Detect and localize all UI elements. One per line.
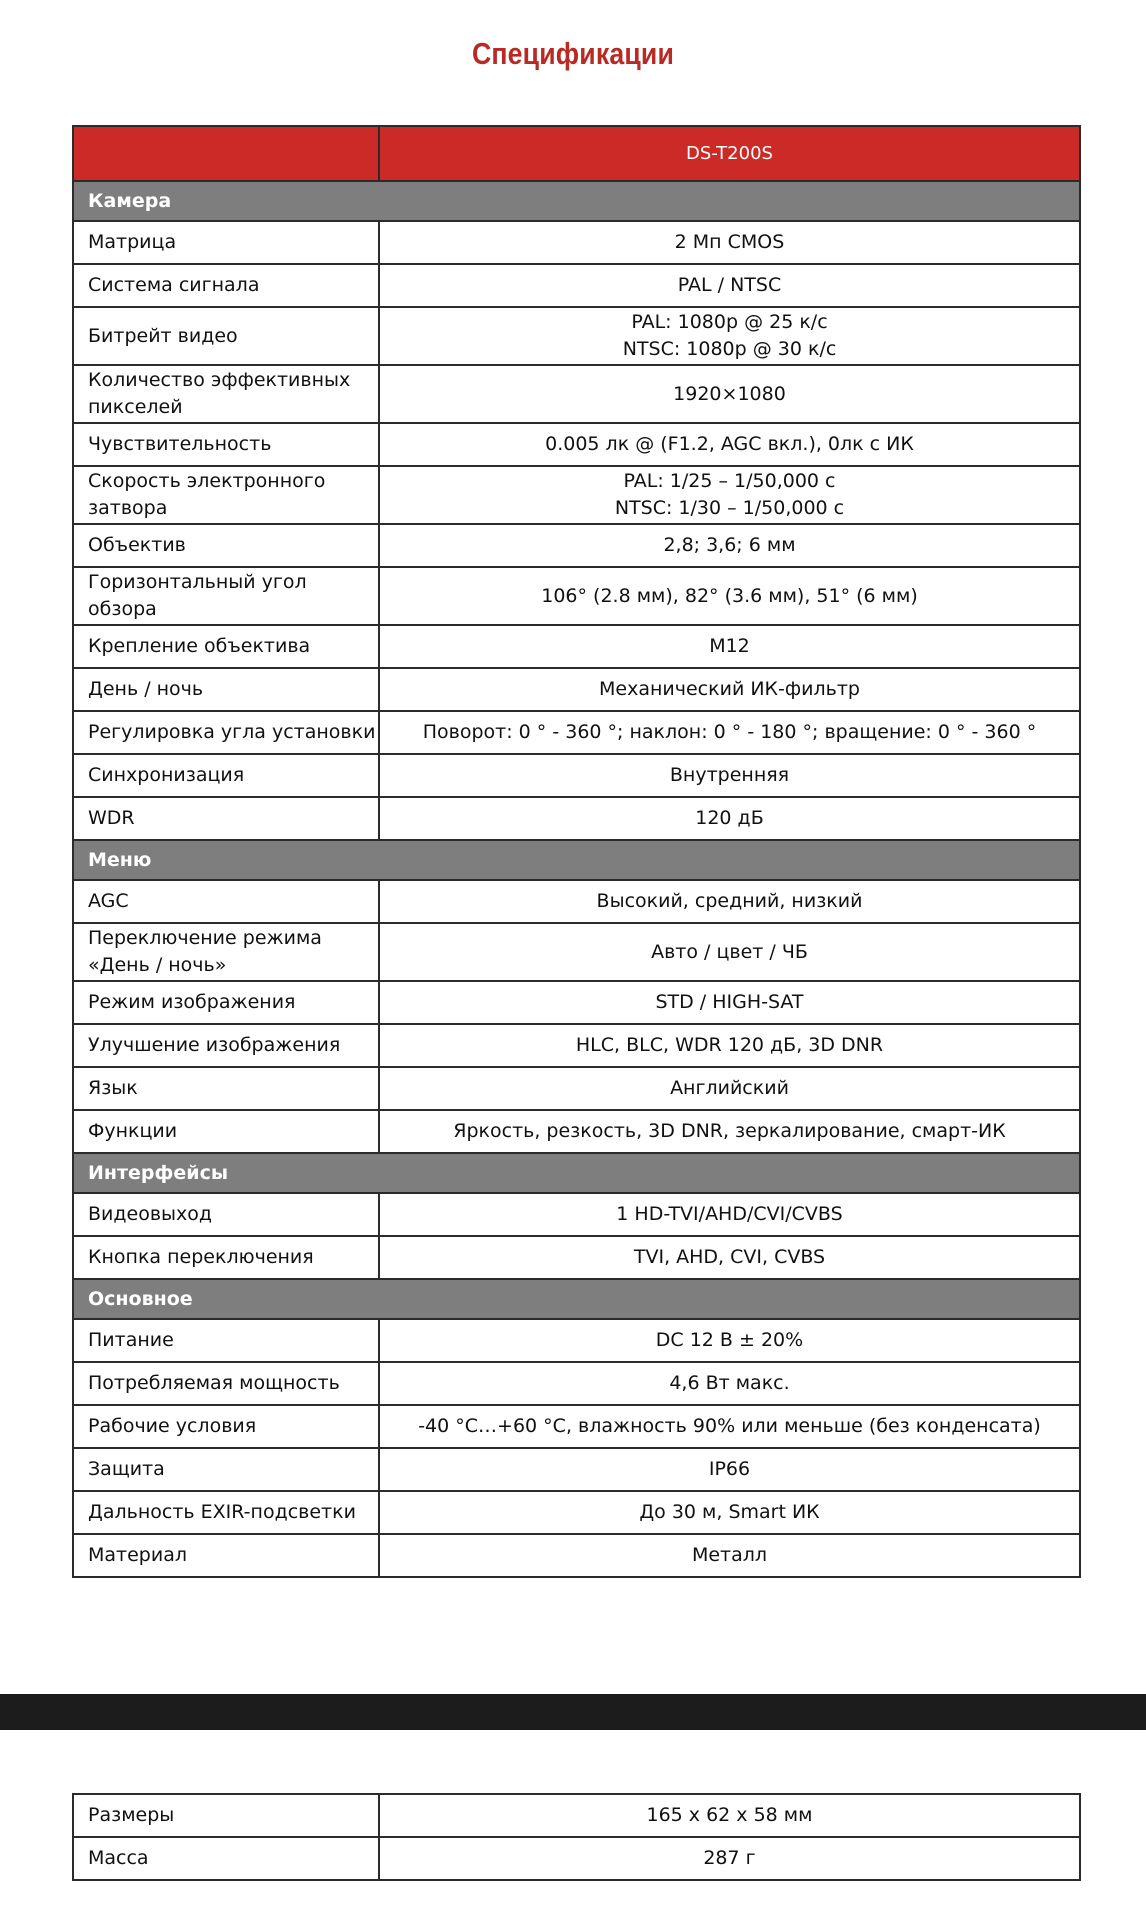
section-label: Интерфейсы (73, 1153, 379, 1193)
table-row (73, 1362, 1080, 1405)
table-row (73, 524, 1080, 567)
spec-value: Авто / цвет / ЧБ (379, 923, 1080, 981)
table-row (73, 1110, 1080, 1153)
table-row (73, 1405, 1080, 1448)
table-row (73, 1193, 1080, 1236)
spec-name: AGC (73, 880, 379, 923)
table-row (73, 625, 1080, 668)
spec-value: Металл (379, 1534, 1080, 1577)
table-row (73, 1448, 1080, 1491)
spec-name: Чувствительность (73, 423, 379, 466)
spec-name: Функции (73, 1110, 379, 1153)
table-row (73, 711, 1080, 754)
spec-value: DC 12 В ± 20% (379, 1319, 1080, 1362)
spec-name: Система сигнала (73, 264, 379, 307)
section-header-camera (73, 181, 1080, 221)
spec-value: Английский (379, 1067, 1080, 1110)
table-row (73, 466, 1080, 524)
spec-value: PAL / NTSC (379, 264, 1080, 307)
spec-value: STD / HIGH-SAT (379, 981, 1080, 1024)
spec-value: 2 Мп CMOS (379, 221, 1080, 264)
dark-band (0, 1694, 1146, 1730)
table-row (73, 923, 1080, 981)
spec-value: PAL: 1080p @ 25 к/с NTSC: 1080p @ 30 к/с (379, 307, 1080, 365)
spec-table (72, 125, 1081, 1578)
model-header-empty (73, 126, 379, 181)
spec-name: Питание (73, 1319, 379, 1362)
spec-value: Механический ИК-фильтр (379, 668, 1080, 711)
spec-value: Высокий, средний, низкий (379, 880, 1080, 923)
table-row (73, 1534, 1080, 1577)
section-label: Меню (73, 840, 379, 880)
spec-name: Матрица (73, 221, 379, 264)
table-row (73, 1236, 1080, 1279)
spec-name: Улучшение изображения (73, 1024, 379, 1067)
table-row (73, 797, 1080, 840)
spec-name: Крепление объектива (73, 625, 379, 668)
spec-value: -40 °C…+60 °C, влажность 90% или меньше (без конденсата) (379, 1405, 1080, 1448)
spec-name: Скорость электронного затвора (73, 466, 379, 524)
model-header-row (73, 126, 1080, 181)
section-label: Основное (73, 1279, 379, 1319)
table-row (73, 221, 1080, 264)
spec-name: Битрейт видео (73, 307, 379, 365)
table-row (73, 1794, 1080, 1837)
table-row (73, 567, 1080, 625)
spec-value: 0.005 лк @ (F1.2, AGC вкл.), 0лк с ИК (379, 423, 1080, 466)
spec-name: Регулировка угла установки (73, 711, 379, 754)
spec-name: Режим изображения (73, 981, 379, 1024)
table-row (73, 423, 1080, 466)
table-row (73, 754, 1080, 797)
spec-value: 165 x 62 x 58 мм (379, 1794, 1080, 1837)
spec-name: Объектив (73, 524, 379, 567)
model-name: DS-T200S (379, 126, 1080, 181)
table-row (73, 981, 1080, 1024)
spec-name: Защита (73, 1448, 379, 1491)
table-row (73, 1491, 1080, 1534)
spec-value: HLC, BLC, WDR 120 дБ, 3D DNR (379, 1024, 1080, 1067)
table-row (73, 1319, 1080, 1362)
spec-value: До 30 м, Smart ИК (379, 1491, 1080, 1534)
section-header-general (73, 1279, 1080, 1319)
spec-name: Рабочие условия (73, 1405, 379, 1448)
spec-value: PAL: 1/25 – 1/50,000 с NTSC: 1/30 – 1/50,000 с (379, 466, 1080, 524)
spec-value: IP66 (379, 1448, 1080, 1491)
spec-value: TVI, AHD, CVI, CVBS (379, 1236, 1080, 1279)
spec-name: Размеры (73, 1794, 379, 1837)
table-row (73, 365, 1080, 423)
extra-spec-table (72, 1793, 1081, 1881)
section-fill (379, 1279, 1080, 1319)
table-row (73, 1837, 1080, 1880)
section-fill (379, 1153, 1080, 1193)
spec-value: M12 (379, 625, 1080, 668)
spec-value: 4,6 Вт макс. (379, 1362, 1080, 1405)
spec-name: Язык (73, 1067, 379, 1110)
spec-name: Кнопка переключения (73, 1236, 379, 1279)
spec-name: Потребляемая мощность (73, 1362, 379, 1405)
spec-name: Горизонтальный угол обзора (73, 567, 379, 625)
section-header-interfaces (73, 1153, 1080, 1193)
spec-name: Масса (73, 1837, 379, 1880)
section-label: Камера (73, 181, 379, 221)
spec-value: Яркость, резкость, 3D DNR, зеркалирование, смарт-ИК (379, 1110, 1080, 1153)
spec-name: Дальность EXIR-подсветки (73, 1491, 379, 1534)
spec-name: WDR (73, 797, 379, 840)
table-row (73, 307, 1080, 365)
table-row (73, 264, 1080, 307)
spec-value: 120 дБ (379, 797, 1080, 840)
section-header-menu (73, 840, 1080, 880)
spec-name: Количество эффективных пикселей (73, 365, 379, 423)
spec-value: 106° (2.8 мм), 82° (3.6 мм), 51° (6 мм) (379, 567, 1080, 625)
spec-value: 1 HD-TVI/AHD/CVI/CVBS (379, 1193, 1080, 1236)
section-fill (379, 181, 1080, 221)
spec-value: Поворот: 0 ° - 360 °; наклон: 0 ° - 180 °; вращение: 0 ° - 360 ° (379, 711, 1080, 754)
spec-name: Переключение режима «День / ночь» (73, 923, 379, 981)
table-row (73, 1067, 1080, 1110)
table-row (73, 880, 1080, 923)
spec-name: День / ночь (73, 668, 379, 711)
spec-value: 287 г (379, 1837, 1080, 1880)
section-fill (379, 840, 1080, 880)
spec-name: Синхронизация (73, 754, 379, 797)
spec-value: 1920×1080 (379, 365, 1080, 423)
page-title: Спецификации (471, 36, 675, 71)
table-row (73, 1024, 1080, 1067)
spec-value: 2,8; 3,6; 6 мм (379, 524, 1080, 567)
table-row (73, 668, 1080, 711)
spec-value: Внутренняя (379, 754, 1080, 797)
spec-name: Видеовыход (73, 1193, 379, 1236)
spec-name: Материал (73, 1534, 379, 1577)
